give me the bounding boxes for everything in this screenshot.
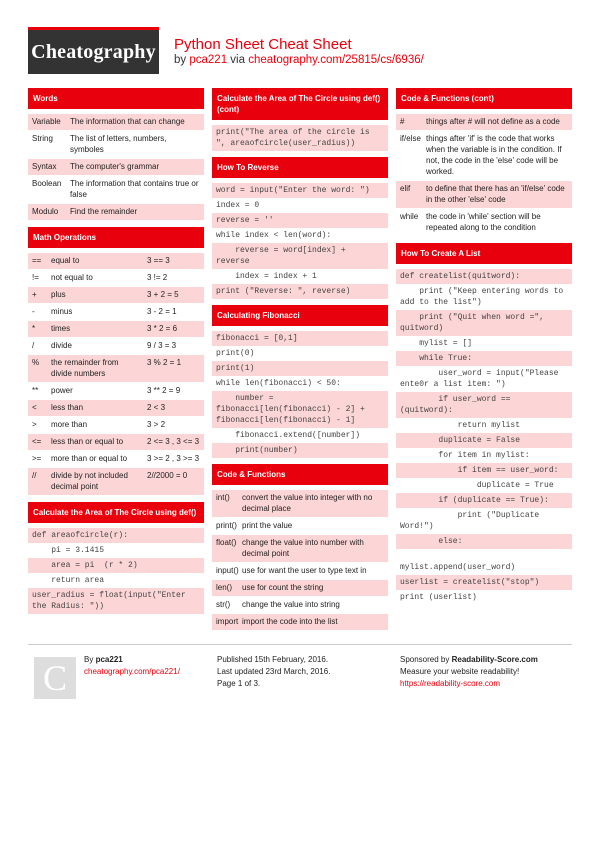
table-row [396,209,572,237]
code-line: reverse = word[index] + reverse [212,243,388,269]
definition-cell: convert the value into integer with no decimal place [242,493,373,513]
term-cell: Syntax [32,162,57,171]
via-label: via [230,54,245,66]
author-link[interactable]: pca221 [189,54,228,66]
code-line: index = index + 1 [216,272,317,281]
definition-cell: the code in 'while' section will be repeated along to the condition [426,212,541,232]
operator-cell: <= [32,437,42,446]
code-line: print(number) [212,443,388,458]
cheatography-logo[interactable]: Cheatography [28,30,159,74]
table-row [212,518,388,535]
term-cell: str() [216,600,231,609]
table-row [28,204,204,221]
operator-cell: == [32,256,42,265]
sponsor-name: Readability-Score.com [451,655,538,664]
code-line: while len(fibonacci) < 50: [216,379,341,388]
operation-cell: not equal to [51,273,93,282]
definition-cell: The list of letters, numbers, symboles [70,134,167,154]
operator-cell: < [32,403,37,412]
operation-cell: plus [51,290,66,299]
operator-cell: * [32,324,36,333]
code-line: def createlist(quitword): [396,269,572,284]
operator-cell: ** [32,386,39,395]
code-line: if user_word == (quitword): [396,392,572,418]
term-cell: # [400,117,405,126]
code-line: index = 0 [216,201,260,210]
byline [174,54,424,66]
table-row [396,181,572,209]
sponsor-link[interactable]: https://readability-score.com [400,679,501,688]
term-cell: while [400,212,419,221]
math-section [28,227,204,496]
code-line: mylist.append(user_word) [400,552,516,572]
definition-cell: to define that there has an 'if/else' code in the other 'else' code [426,184,565,204]
footer-divider [28,644,572,645]
example-cell: 2 <= 3 , 3 <= 3 [147,437,200,446]
code-line: else: [396,534,572,549]
code-line: while True: [396,351,572,366]
footer-dates [217,654,330,690]
table-row [28,383,204,400]
footer-author [84,654,180,678]
example-cell: 2 < 3 [147,403,166,412]
example-cell: 9 / 3 = 3 [147,341,177,350]
sponsored-label: Sponsored by [400,655,450,664]
code-line: for item in mylist: [400,451,530,460]
operation-cell: less than or equal to [51,437,124,446]
page-title: Python Sheet Cheat Sheet [174,36,352,53]
table-row [28,304,204,321]
example-cell: 3 == 3 [147,256,170,265]
definition-cell: things after # will not define as a code [426,117,560,126]
fibonacci-section [212,305,388,458]
table-row [28,131,204,159]
code-line: number = fibonacci[len(fibonacci) - 2] + fibonacci[len(fibonacci) - 1] [212,391,388,428]
term-cell: Modulo [32,207,59,216]
code-line: mylist = [] [400,339,473,348]
term-cell: import [216,617,239,626]
code-line: fibonacci.extend([number]) [216,431,361,440]
avatar: C [34,657,76,699]
code-line: area = pi (r * 2) [28,558,204,573]
sheet-url-link[interactable]: cheatography.com/25815/cs/6936/ [248,54,424,66]
table-row [28,355,204,383]
code-line: print ("Keep entering words to add to the list") [400,287,569,307]
table-row [28,287,204,304]
definition-cell: change the value into number with decimal point [242,538,364,558]
section-header: Code & Functions [212,464,388,485]
code-line: print ("Quit when word =", quitword) [396,310,572,336]
operation-cell: minus [51,307,73,316]
operation-cell: more than [51,420,88,429]
operator-cell: != [32,273,39,282]
table-row [212,563,388,580]
example-cell: 3 > 2 [147,420,166,429]
operation-cell: less than [51,403,84,412]
code-line: duplicate = True [400,481,554,490]
code-line: def areaofcircle(r): [28,528,204,543]
operator-cell: // [32,471,37,480]
column-1 [28,88,204,620]
table-row [28,159,204,176]
section-header: Code & Functions (cont) [396,88,572,109]
code-line: fibonacci = [0,1] [212,331,388,346]
operator-cell: % [32,358,40,367]
table-row [212,614,388,631]
table-row [28,270,204,287]
term-cell: String [32,134,53,143]
example-cell: 3 + 2 = 5 [147,290,179,299]
code-line: return area [32,576,105,585]
term-cell: Variable [32,117,61,126]
updated-date: Last updated 23rd March, 2016. [217,667,331,676]
operation-cell: more than or equal to [51,454,128,463]
column-3 [396,88,572,611]
table-row [28,434,204,451]
table-row [396,114,572,131]
table-row [28,451,204,468]
example-cell: 3 - 2 = 1 [147,307,177,316]
definition-cell: things after 'if' is the code that works when the variable is in the condition. If not, the code in the 'else' code will be worked. [426,134,562,176]
table-row [28,176,204,204]
operation-cell: the remainder from divide numbers [51,358,119,378]
operation-cell: equal to [51,256,80,265]
code-line: print ("Duplicate Word!") [400,511,545,531]
table-row [28,468,204,496]
code-line: user_word = input("Please ente0r a list item: ") [400,369,564,389]
example-cell: 3 != 2 [147,273,168,282]
code-line: if item == user_word: [396,463,572,478]
table-row [28,253,204,270]
definition-cell: import the code into the list [242,617,338,626]
definition-cell: print the value [242,521,293,530]
area-cont-section [212,88,388,151]
example-cell: 3 ** 2 = 9 [147,386,181,395]
page-number: Page 1 of 3. [217,679,261,688]
operation-cell: divide by not included decimal point [51,471,128,491]
table-row [212,580,388,597]
table-row [28,114,204,131]
term-cell: input() [216,566,239,575]
footer-by: By [84,655,94,664]
definition-cell: Find the remainder [70,207,138,216]
table-row [212,490,388,518]
code-line: print(1) [212,361,388,376]
code-line: userlist = createlist("stop") [396,575,572,590]
code-line: print(0) [216,349,255,358]
operator-cell: >= [32,454,42,463]
table-row [212,597,388,614]
reverse-section [212,157,388,299]
code-line: if (duplicate == True): [396,493,572,508]
code-line: print("The area of the circle is ", areaofcircle(user_radius)) [212,125,388,151]
operator-cell: / [32,341,35,350]
term-cell: len() [216,583,233,592]
operator-cell: - [32,307,35,316]
definition-cell: The information that contains true or false [70,179,199,199]
section-header: Math Operations [28,227,204,248]
list-section [396,243,572,605]
definition-cell: use for want the user to type text in [242,566,367,575]
functions-section [212,464,388,631]
definition-cell: The computer's grammar [70,162,160,171]
table-row [28,338,204,355]
operator-cell: + [32,290,37,299]
definition-cell: use for count the string [242,583,324,592]
definition-cell: The information that can change [70,117,185,126]
table-row [212,535,388,563]
table-row [396,131,572,181]
operator-cell: > [32,420,37,429]
code-line: duplicate = False [396,433,572,448]
section-header: Words [28,88,204,109]
area-section [28,502,204,614]
words-section [28,88,204,221]
code-line: while index < len(word): [216,231,332,240]
section-header: How To Reverse [212,157,388,178]
section-header: How To Create A List [396,243,572,264]
example-cell: 3 % 2 = 1 [147,358,182,367]
operation-cell: power [51,386,73,395]
term-cell: Boolean [32,179,62,188]
term-cell: elif [400,184,411,193]
section-header: Calculate the Area of The Circle using def() (cont) [212,88,388,120]
term-cell: float() [216,538,237,547]
column-2 [212,88,388,637]
code-line: print ("Reverse: ", reverse) [212,284,388,299]
code-line: return mylist [400,421,521,430]
term-cell: if/else [400,134,421,143]
table-row [28,400,204,417]
example-cell: 3 >= 2 , 3 >= 3 [147,454,200,463]
by-label: by [174,54,187,66]
term-cell: int() [216,493,230,502]
code-line: user_radius = float(input("Enter the Radius: ")) [28,588,204,614]
example-cell: 3 * 2 = 6 [147,324,178,333]
sponsor-tagline: Measure your website readability! [400,667,520,676]
functions-cont-section [396,88,572,237]
code-line: print (userlist) [400,593,477,602]
section-header: Calculating Fibonacci [212,305,388,326]
operation-cell: times [51,324,71,333]
table-row [28,417,204,434]
published-date: Published 15th February, 2016. [217,655,329,664]
example-cell: 2//2000 = 0 [147,471,188,480]
code-line: pi = 3.1415 [32,546,105,555]
code-line: word = input("Enter the word: ") [212,183,388,198]
section-header: Calculate the Area of The Circle using def() [28,502,204,523]
footer-author-link[interactable]: cheatography.com/pca221/ [84,667,180,676]
footer-author-name: pca221 [95,655,123,664]
code-line: reverse = '' [212,213,388,228]
operation-cell: divide [51,341,72,350]
term-cell: print() [216,521,237,530]
table-row [28,321,204,338]
definition-cell: change the value into string [242,600,340,609]
footer-sponsor [400,654,538,690]
